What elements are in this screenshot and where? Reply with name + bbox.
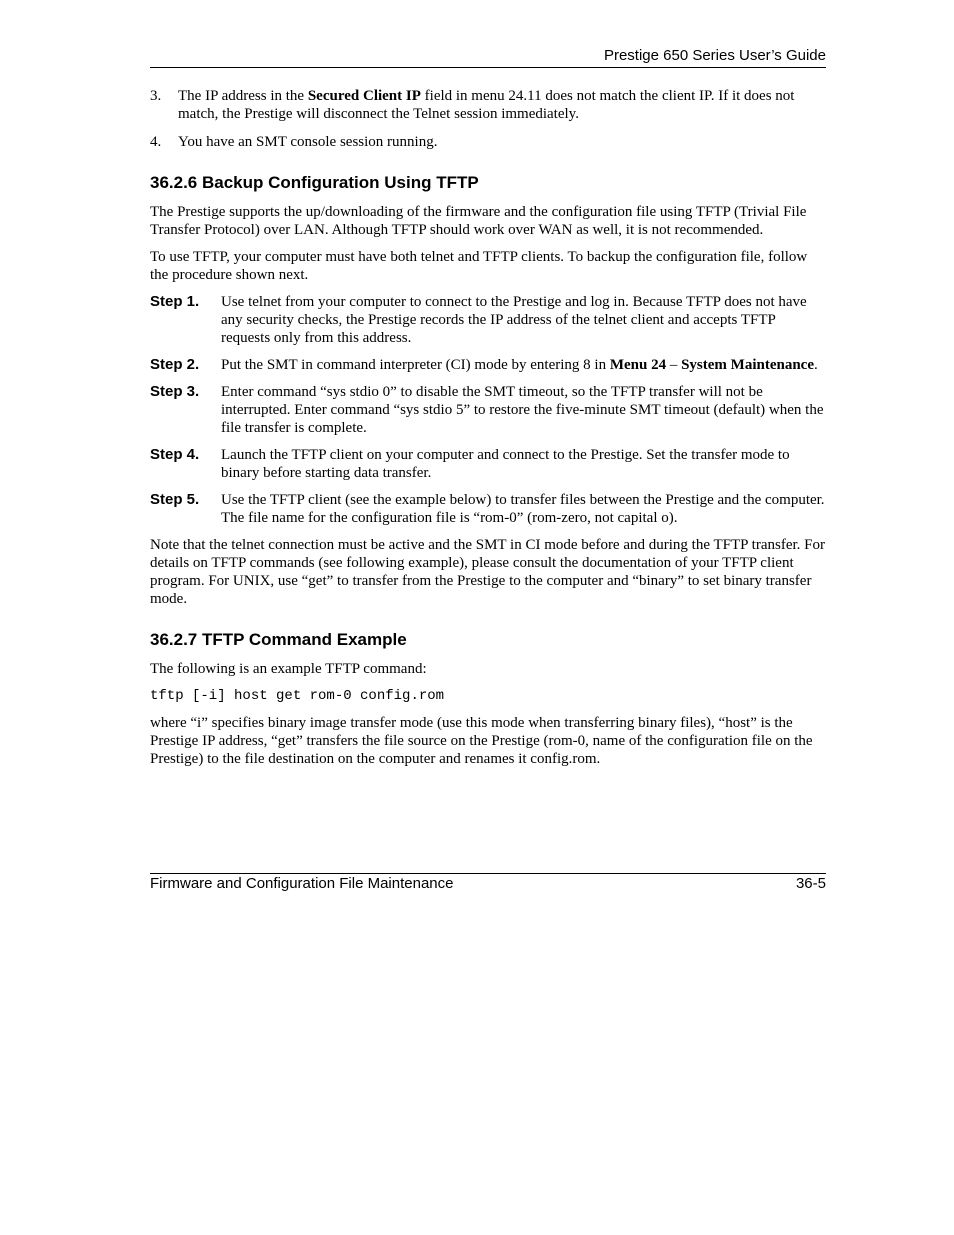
footer-page-number: 36-5 — [795, 875, 826, 892]
code-example: tftp [-i] host get rom-0 config.rom — [150, 688, 445, 704]
text-run: Put the SMT in command interpreter (CI) mode by entering 8 in — [221, 357, 610, 373]
paragraph: The following is an example TFTP command: — [150, 661, 427, 677]
step-text — [221, 356, 826, 374]
paragraph: where “i” specifies binary image transfer mode (use this mode when transferring binary files), “host” is the Prestige IP address, “get” transfers the file source on the Prestige (rom-0, name of the configuration file on the Prestige) to the file destination on the computer and renames it config.rom. — [150, 715, 813, 767]
step-2 — [150, 356, 826, 374]
section-heading-tftp-example: 36.2.7 TFTP Command Example — [150, 630, 407, 649]
text-run: The IP address in the — [178, 88, 308, 104]
text-run: field in menu 24.11 does not match the client IP. If it does not match, the Prestige will disconnect the Telnet session immediately. — [178, 88, 795, 122]
section-heading-backup: 36.2.6 Backup Configuration Using TFTP — [150, 173, 479, 192]
header-title: Prestige 650 Series User’s Guide — [603, 47, 826, 64]
page-body — [150, 87, 826, 777]
list-item-text: You have an SMT console session running. — [178, 134, 438, 150]
text-run: . — [813, 357, 818, 373]
step-5 — [150, 491, 826, 527]
list-item — [150, 133, 826, 151]
menu-name: Menu 24 — [609, 357, 667, 373]
list-item-number: 4. — [150, 134, 162, 150]
step-label: Step 2. — [150, 356, 200, 373]
step-text: Launch the TFTP client on your computer and connect to the Prestige. Set the transfer mode to binary before starting data transfer. — [221, 447, 790, 481]
header-rule — [150, 67, 826, 68]
step-label: Step 5. — [150, 491, 200, 508]
list-item-text — [178, 87, 826, 123]
paragraph-note: Note that the telnet connection must be active and the SMT in CI mode before and during the TFTP transfer. For details on TFTP commands (see following example), please consult the documentation of your TFTP client program. For UNIX, use “get” to transfer from the Prestige to the computer and “binary” to set binary transfer mode. — [150, 537, 825, 607]
step-text: Enter command “sys stdio 0” to disable the SMT timeout, so the TFTP transfer will not be interrupted. Enter command “sys stdio 5” to restore the five-minute SMT timeout (default) when the file transfer is complete. — [221, 384, 824, 436]
text-run: – — [666, 357, 682, 373]
footer-chapter-title: Firmware and Configuration File Maintenance — [150, 875, 454, 892]
step-4 — [150, 446, 826, 482]
step-1 — [150, 293, 826, 347]
step-label: Step 1. — [150, 293, 200, 310]
paragraph: The Prestige supports the up/downloading of the firmware and the configuration file using TFTP (Trivial File Transfer Protocol) over LAN. Although TFTP should work over WAN as well, it is not recommended. — [150, 204, 807, 238]
paragraph: To use TFTP, your computer must have both telnet and TFTP clients. To backup the configuration file, follow the procedure shown next. — [150, 249, 808, 283]
field-name: Secured Client IP — [307, 88, 421, 104]
step-label: Step 4. — [150, 446, 200, 463]
footer-rule — [150, 873, 826, 874]
numbered-list — [150, 87, 826, 151]
step-text: Use telnet from your computer to connect to the Prestige and log in. Because TFTP does not have any security checks, the Prestige records the IP address of the telnet client and accepts TFTP requests only from this address. — [221, 294, 807, 346]
list-item — [150, 87, 826, 123]
step-3 — [150, 383, 826, 437]
list-item-number: 3. — [150, 88, 162, 104]
step-label: Step 3. — [150, 383, 200, 400]
menu-name: System Maintenance — [681, 357, 814, 373]
step-text: Use the TFTP client (see the example below) to transfer files between the Prestige and the computer. The file name for the configuration file is “rom-0” (rom-zero, not capital o). — [221, 492, 825, 526]
